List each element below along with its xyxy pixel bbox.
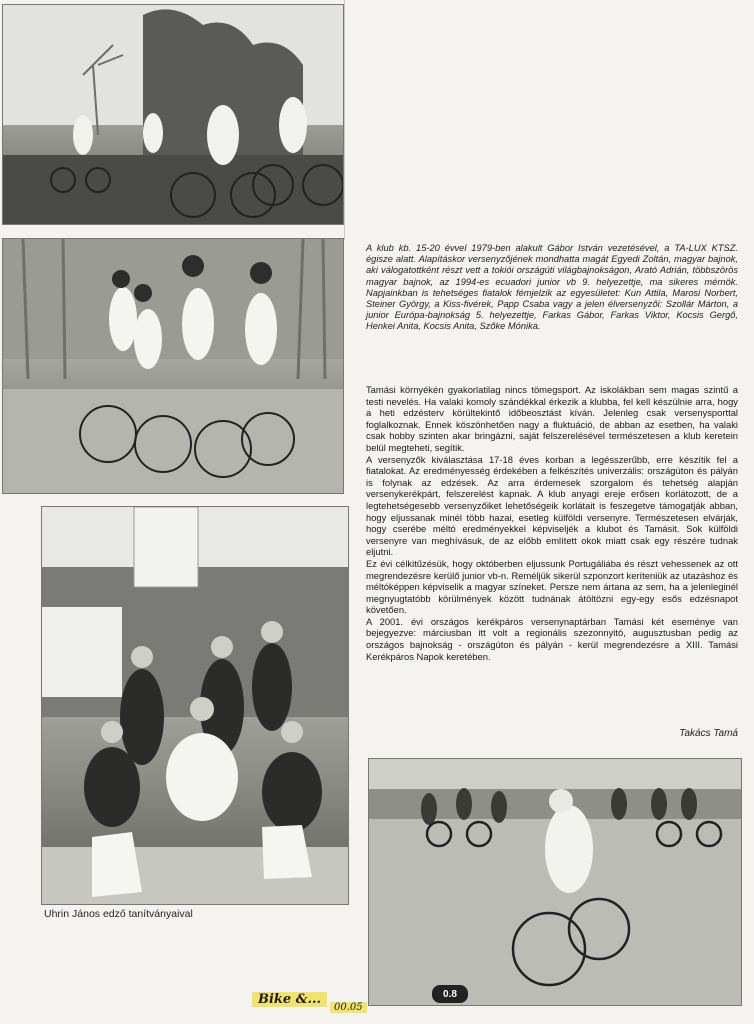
article-author: Takács Tamá [679, 728, 738, 739]
paragraph-3: Ez évi célkitűzésük, hogy októberben eljussunk Portugáliába és részt vehessenek az ott megrendezésre kerülő junior vb-n. Reméljük sikerül szponzort keríteniük az utazáshoz és méltóképpen képviselik a magyar színeket. Persze nem ártana az sem, ha a jelenleginél megnyugtatóbb körülmények között tudnának átöltözni egy-egy esős edzésnapot követően. [366, 557, 738, 616]
photo-coach-group [41, 506, 349, 905]
article-body [366, 384, 738, 662]
intro-paragraph: A klub kb. 15-20 évvel 1979-ben alakult Gábor István vezetésével, a TA-LUX KTSZ. égisze alatt. Alapításkor versenyzőjének mondhatta magát Egyedi Zoltán, magyar bajnok, aki válogatottként részt vett a tokiói országúti világbajnokságon, Arató Adrián, többszörös magyar bajnok, az 1994-es ecuadori junior vb 9. helyezettje, ma sikeres mérnök. Napjainkban is tehetséges fiatalok fémjelzik az egyesületet: Kun Attila, Marosi Norbert, Steiner György, a Kiss-fivérek, Papp Csaba vagy a jelen élversenyzői: Szollár Márton, a junior Európa-bajnokság 5. helyezettje, Farkas Gábor, Farkas Viktor, Kocsis Gergő, Henkei Anita, Kocsis Anita, Szőke Mónika. [366, 243, 738, 332]
footer-issue: 00.05 [330, 1002, 367, 1013]
photo-badge: 0.8 [432, 985, 468, 1003]
paragraph-2: A versenyzők kiválasztása 17-18 éves korban a legésszerűbb, erre készítik fel a fiatalokat. Az eredményesség érdekében a felkészítés univerzális: országúton és pályán is folynak az edzések. Az arra érdemesek szorgalom és tehetség alapján versenykerékpárt, felszerelést kapnak. A klub anyagi ereje erősen korlátozott, de a legtehetségesebb versenyzőiket lehetőségeik korlátait is feszegetve támogatják abban, hogy eljussanak minél több hazai, esetleg külföldi versenyre. Természetesen elvárják, hogy cserébe méltó eredményekkel képviseljék a klubot és Tamásit. Sok külföldi versenyre van meghívásuk, de az előbb említett okok miatt csak egy részére tudnak eljutni. [366, 453, 738, 558]
paragraph-4: A 2001. évi országos kerékpáros versenynaptárban Tamási két eseménye van bejegyezve: márciusban itt volt a regionális szezonnyitó, augusztusban pedig az országos bajnokság - országúton és pályán - kerül megrendezésre a XIII. Tamási Kerékpáros Napok keretében. [366, 615, 738, 662]
photo-track-race [368, 758, 742, 1006]
photo-riders-helmets [2, 238, 344, 494]
article-intro [366, 243, 738, 333]
footer-brand: Bike &... [252, 992, 327, 1007]
paragraph-1: Tamási környékén gyakorlatilag nincs tömegsport. Az iskolákban sem magas szintű a testi nevelés. Ha valaki komoly szándékkal érkezik a klubba, fel kell készülnie arra, hogy a heti edzésterv körültekintő időbeosztást kíván. Jelenleg csak versenysporttal foglalkoznak. Ennek köszönhetően nagy a fluktuáció, de abban az esetben, ha valaki csak hobby szinten akar bringázni, saját felszerelésével természetesen a klub keretein belül megteheti, segítik. [366, 384, 738, 453]
photo-caption: Uhrin János edző tanítványaival [44, 908, 193, 920]
column-divider [344, 0, 345, 240]
photo-road-race [2, 4, 344, 225]
